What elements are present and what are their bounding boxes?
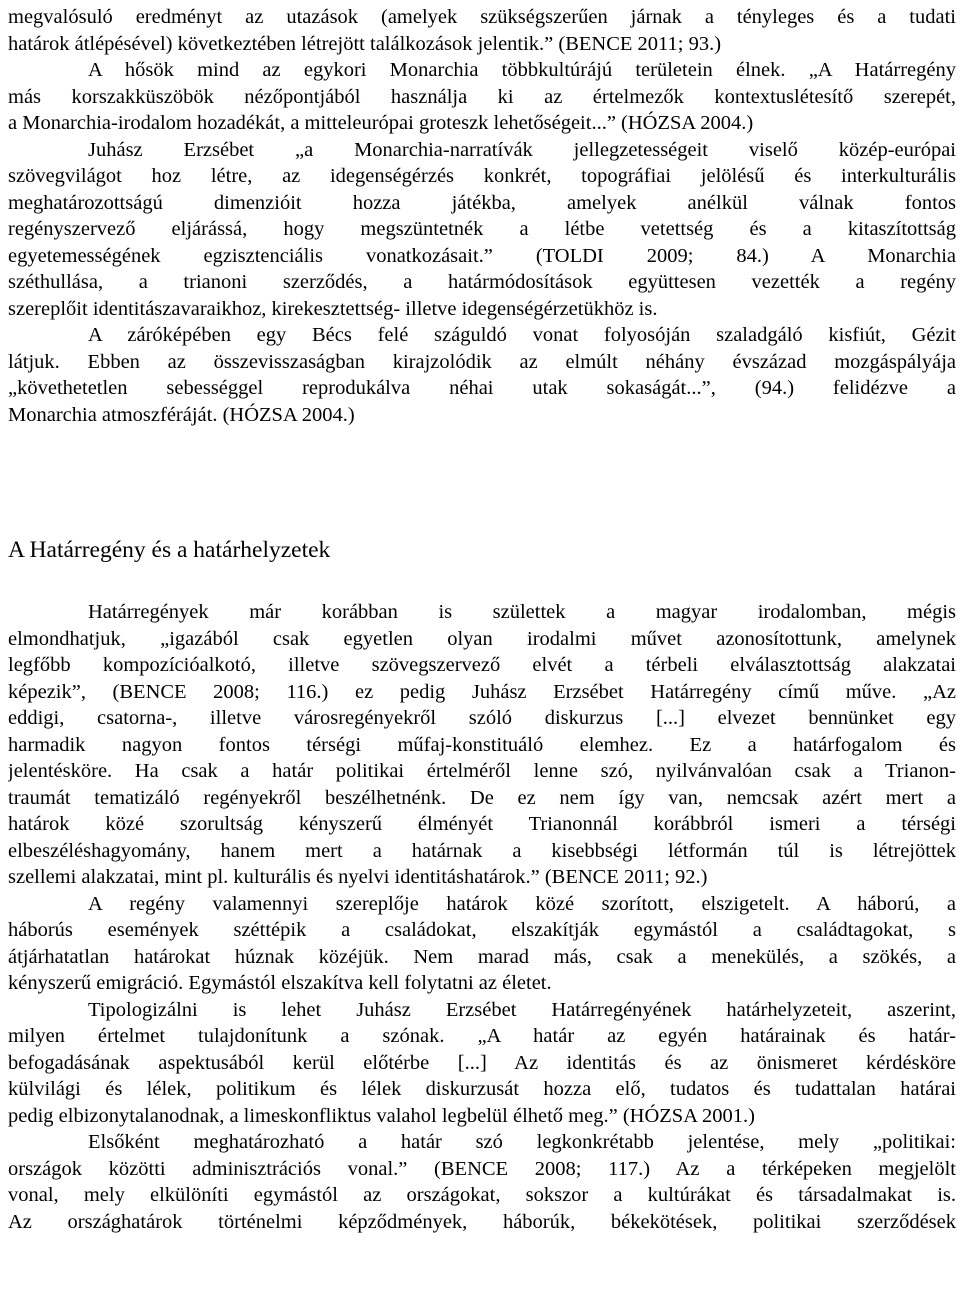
text-line: átjárhatatlan határokat húznak közéjük. Nem marad más, csak a menekülés, a szökés, a — [8, 945, 956, 968]
text-line: országok közötti adminisztrációs vonal.” (BENCE 2008; 117.) Az a térképeken megjelölt — [8, 1157, 956, 1180]
text-line: széthullása, a trianoni szerződés, a határmódosítások együttesen vezették a regény — [8, 271, 956, 293]
text-line: szereplőit identitászavaraikhoz, kirekesztettség- illetve idegenségérzetükhöz is. — [8, 297, 658, 320]
text-line: egyetemességének egzisztenciális vonatkozásait.” (TOLDI 2009; 84.) A Monarchia — [8, 244, 956, 267]
text-line: Határregények már korábban is születtek a magyar irodalomban, mégis — [88, 601, 956, 623]
text-line: látjuk. Ebben az összevisszaságban kirajzolódik az elmúlt néhány évszázad mozgáspályája — [8, 350, 956, 373]
text-line: Juhász Erzsébet „a Monarchia-narratívák jellegzetességeit viselő közép-európai — [88, 138, 956, 161]
text-line: külvilági és lélek, politikum és lélek diskurzusát hozza elő, tudatos és tudattalan határai — [8, 1078, 956, 1100]
text-line: milyen értelmet tulajdonítunk a szónak. „A határ az egyén határainak és határ- — [8, 1025, 956, 1047]
text-line: harmadik nagyon fontos térségi műfaj-konstituáló elemhez. Ez a határfogalom és — [8, 733, 956, 756]
text-line: A regény valamennyi szereplője határok közé szorított, elszigetelt. A háború, a — [88, 892, 956, 915]
text-line: „követhetetlen sebességgel reprodukálva néhai utak sokaságát...”, (94.) felidézve a — [8, 377, 956, 399]
text-line: Tipologizálni is lehet Juhász Erzsébet Határregényének határhelyzeteit, aszerint, — [88, 998, 956, 1021]
text-line: Elsőként meghatározható a határ szó legkonkrétabb jelentése, mely „politikai: — [88, 1131, 956, 1153]
text-line: legfőbb kompozícióalkotó, illetve szövegszervező elvét a térbeli elválasztottság alakzatai — [8, 654, 956, 676]
text-line: Monarchia atmoszféráját. (HÓZSA 2004.) — [8, 403, 355, 426]
text-line: határok átlépésével) következtében létrejött találkozások jelentik.” (BENCE 2011; 93.) — [8, 32, 722, 55]
text-line: kényszerű emigráció. Egymástól elszakítva kell folytatni az életet. — [8, 972, 552, 994]
text-line: elbeszéléshagyomány, hanem mert a határnak a kisebbségi létformán túl is létrejöttek — [8, 839, 956, 862]
text-line: képezik”, (BENCE 2008; 116.) ez pedig Juhász Erzsébet Határregény című műve. „Az — [8, 680, 956, 703]
section-heading: A Határregény és a határhelyzetek — [8, 537, 331, 563]
text-line: szövegvilágot hoz létre, az idegenségérzés konkrét, topográfiai jelölésű és interkulturális — [8, 165, 956, 187]
text-line: szellemi alakzatai, mint pl. kulturális és nyelvi identitáshatárok.” (BENCE 2011; 92.) — [8, 866, 708, 888]
text-line: eddigi, csatorna-, illetve városregényekről szóló diskurzus [...] elvezet bennünket egy — [8, 707, 956, 729]
text-block-section — [8, 599, 956, 1235]
text-line: elmondhatjuk, „igazából csak egyetlen olyan irodalmi művet azonosítottunk, amelynek — [8, 627, 956, 650]
text-line: a Monarchia-irodalom hozadékát, a mitteleurópai groteszk lehetőségeit...” (HÓZSA 2004.) — [8, 112, 754, 134]
text-line: jelentésköre. Ha csak a határ politikai értelméről lenne szó, nyilvánvalóan csak a Trianon- — [8, 760, 956, 782]
text-line: traumát tematizáló regényekről beszélhetnénk. De ez nem így van, nemcsak azért mert a — [8, 786, 956, 809]
text-line: vonal, mely elkülöníti egymástól az országokat, sokszor a kultúrákat és társadalmakat is. — [8, 1184, 956, 1206]
text-line: meghatározottságú dimenzióit hozza játékba, amelyek anélkül válnak fontos — [8, 191, 956, 214]
text-line: Az országhatárok történelmi képződmények, háborúk, békekötések, politikai szerződések — [8, 1210, 956, 1233]
text-line: befogadásának aspektusából kerül előtérbe [...] Az identitás és az önismeret kérdésköre — [8, 1051, 956, 1074]
text-line: pedig elbizonytalanodnak, a limeskonfliktus valahol legbelül élhető meg.” (HÓZSA 2001.) — [8, 1104, 755, 1127]
text-line: más korszakküszöbök nézőpontjából használja ki az értelmezők kontextuslétesítő szerepét, — [8, 85, 956, 108]
text-line: határok közé szorultság kényszerű élményét Trianonnál korábbról ismeri a térségi — [8, 813, 956, 835]
text-line: A záróképében egy Bécs felé száguldó vonat folyosóján szaladgáló kisfiút, Gézit — [88, 324, 956, 346]
text-line: A hősök mind az egykori Monarchia többkultúrájú területein élnek. „A Határregény — [88, 59, 956, 81]
text-line: megvalósuló eredményt az utazások (amelyek szükségszerűen járnak a tényleges és a tudati — [8, 6, 956, 28]
text-block-continuation — [8, 4, 956, 428]
text-line: regényszervező eljárássá, hogy megszüntetnék a létbe vetettség és a kitaszítottság — [8, 218, 956, 240]
text-line: háborús események széttépik a családokat, elszakítják egymástól a családtagokat, s — [8, 919, 956, 941]
